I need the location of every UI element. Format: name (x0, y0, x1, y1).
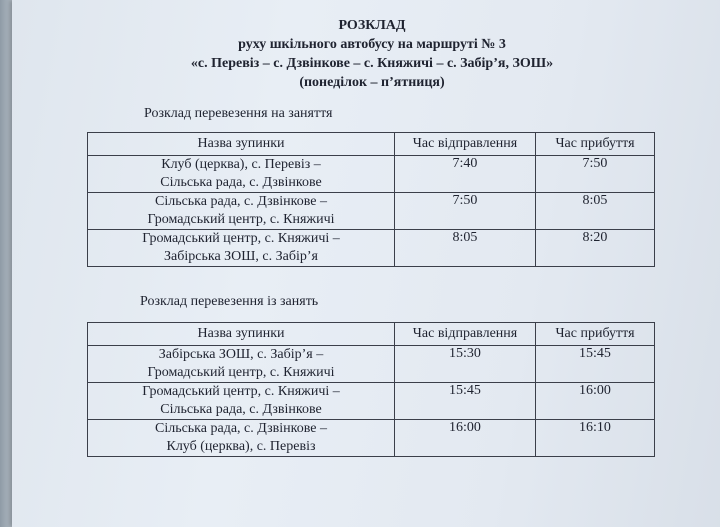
arrive-time: 8:20 (536, 230, 655, 267)
schedule-table-to-school (87, 132, 655, 267)
table-row (88, 230, 655, 267)
table-header-row (88, 133, 655, 156)
arrive-time: 8:05 (536, 193, 655, 230)
arrive-time: 16:00 (536, 383, 655, 420)
section-label-to-school: Розклад перевезення на заняття (144, 106, 333, 121)
subtitle: руху шкільного автобусу на маршруті № 3 (238, 37, 506, 52)
depart-time: 16:00 (395, 420, 536, 457)
arrive-time: 15:45 (536, 346, 655, 383)
days-note: (понеділок – п’ятниця) (299, 75, 445, 90)
column-header-stop: Назва зупинки (88, 323, 395, 346)
title: РОЗКЛАД (338, 18, 406, 33)
column-header-depart: Час відправлення (395, 133, 536, 156)
column-header-depart: Час відправлення (395, 323, 536, 346)
depart-time: 7:50 (395, 193, 536, 230)
arrive-time: 7:50 (536, 156, 655, 193)
stop-name: Забірська ЗОШ, с. Забір’я – Громадський центр, с. Княжичі (88, 346, 395, 383)
stop-name: Громадський центр, с. Княжичі – Сільська рада, с. Дзвінкове (88, 383, 395, 420)
column-header-arrive: Час прибуття (536, 133, 655, 156)
depart-time: 8:05 (395, 230, 536, 267)
document-header (112, 16, 632, 92)
stop-name: Сільська рада, с. Дзвінкове – Громадський центр, с. Княжичі (88, 193, 395, 230)
depart-time: 15:30 (395, 346, 536, 383)
column-header-stop: Назва зупинки (88, 133, 395, 156)
table-row (88, 383, 655, 420)
table-header-row (88, 323, 655, 346)
table-row (88, 156, 655, 193)
stop-name: Сільська рада, с. Дзвінкове – Клуб (церква), с. Перевіз (88, 420, 395, 457)
stop-name: Громадський центр, с. Княжичі – Забірська ЗОШ, с. Забір’я (88, 230, 395, 267)
document-sheet (12, 0, 720, 527)
column-header-arrive: Час прибуття (536, 323, 655, 346)
depart-time: 7:40 (395, 156, 536, 193)
route-name: «с. Перевіз – с. Дзвінкове – с. Княжичі – с. Забір’я, ЗОШ» (190, 56, 554, 71)
arrive-time: 16:10 (536, 420, 655, 457)
schedule-table-from-school (87, 322, 655, 457)
depart-time: 15:45 (395, 383, 536, 420)
stop-name: Клуб (церква), с. Перевіз – Сільська рада, с. Дзвінкове (88, 156, 395, 193)
section-label-from-school: Розклад перевезення із занять (140, 294, 319, 309)
table-row (88, 420, 655, 457)
table-row (88, 193, 655, 230)
table-row (88, 346, 655, 383)
